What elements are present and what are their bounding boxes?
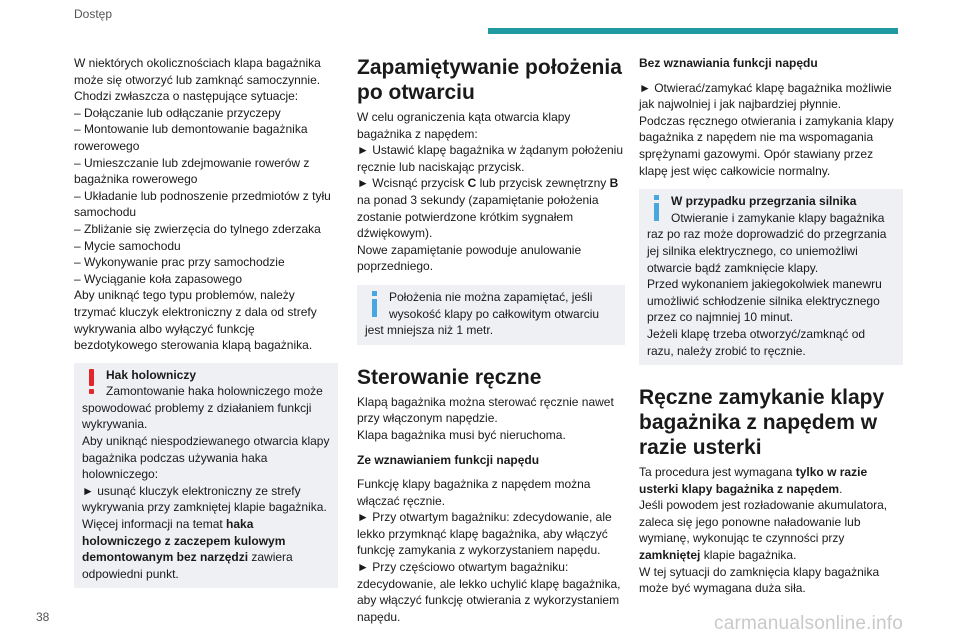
info-text: Jeżeli klapę trzeba otworzyć/zamknąć od razu, należy zrobić to ręcznie. xyxy=(647,326,866,358)
warning-title: Hak holowniczy xyxy=(106,367,197,382)
paragraph: ► Wcisnąć przycisk C lub przycisk zewnętrzny B na ponad 3 sekundy (zapamiętanie położenia zostanie potwierdzone krótkim sygnałem dźwiękowym). xyxy=(357,176,619,241)
warning-text: ► usunąć kluczyk elektroniczny ze strefy wykrywania przy zamkniętej klapie bagażnika. xyxy=(82,483,327,515)
column-middle xyxy=(357,55,625,625)
list-item: – Montowanie lub demontowanie bagażnika rowerowego xyxy=(74,122,308,153)
paragraph: Klapą bagażnika można sterować ręcznie nawet przy włączonym napędzie. xyxy=(357,394,614,426)
paragraph: Klapa bagażnika musi być nieruchoma. xyxy=(357,427,566,442)
paragraph: Ta procedura jest wymagana tylko w razie usterki klapy bagażnika z napędem. xyxy=(639,465,868,496)
info-text: Przed wykonaniem jakiegokolwiek manewru umożliwić schłodzenie silnika elektrycznego przez co najmniej 10 minut. xyxy=(647,277,882,325)
paragraph: Nowe zapamiętanie powoduje anulowanie poprzedniego. xyxy=(357,242,582,274)
warning-text: Więcej informacji na temat haka holowniczego z zaczepem kulowym demontowanym bez narzędzi zawiera odpowiedni punkt. xyxy=(82,517,293,581)
column-left xyxy=(74,55,338,596)
list-item: – Dołączanie lub odłączanie przyczepy xyxy=(74,105,281,120)
info-title: W przypadku przegrzania silnika xyxy=(671,194,857,209)
paragraph: ► Ustawić klapę bagażnika w żądanym położeniu ręcznie lub naciskając przycisk. xyxy=(357,143,624,174)
intro-paragraph: W niektórych okolicznościach klapa bagażnika może się otworzyć lub zamknąć samoczynnie. Chodzi zwłaszcza o następujące sytuacje: xyxy=(74,56,321,104)
warning-icon xyxy=(82,369,100,395)
watermark: carmanualsonline.info xyxy=(714,613,904,634)
list-item: – Wyciąganie koła zapasowego xyxy=(74,271,242,286)
info-box-memory xyxy=(357,285,625,345)
paragraph: Podczas ręcznego otwierania i zamykania klapy bagażnika z napędem nie ma wspomagania sprężynami gazowymi. Opór stawiany przez klapę jest więc całkowicie normalny. xyxy=(639,113,894,178)
paragraph: W tej sytuacji do zamknięcia klapy bagażnika może być wymagana duża siła. xyxy=(639,564,880,596)
warning-box-tow-hook xyxy=(74,363,338,589)
warning-text: Aby uniknąć niespodziewanego otwarcia klapy bagażnika podczas używania haka holowniczego: xyxy=(82,434,330,482)
column-right xyxy=(639,55,903,597)
info-icon xyxy=(365,291,383,317)
heading-emergency: Ręczne zamykanie klapy bagażnika z napędem w razie usterki xyxy=(639,386,885,460)
paragraph: Funkcję klapy bagażnika z napędem można włączać ręcznie. xyxy=(357,477,591,508)
list-item: – Wykonywanie prac przy samochodzie xyxy=(74,255,285,270)
paragraph: W celu ograniczenia kąta otwarcia klapy bagażnika z napędem: xyxy=(357,110,571,141)
header-accent-bar xyxy=(488,28,898,34)
paragraph: Jeśli powodem jest rozładowanie akumulatora, zaleca się jego ponowne naładowanie lub wymianę, wykonując te czynności przy zamkniętej klapie bagażnika. xyxy=(639,498,888,563)
outro-paragraph: Aby uniknąć tego typu problemów, należy trzymać kluczyk elektroniczny z dala od strefy wykrywania albo wyłączyć funkcję bezdotykowego sterowania klapą bagażnika. xyxy=(74,288,317,353)
page-number: 38 xyxy=(36,610,50,624)
heading-manual: Sterowanie ręczne xyxy=(357,365,542,389)
info-box-overheat xyxy=(639,189,903,365)
section-title: Dostęp xyxy=(74,7,113,21)
paragraph: ► Otwierać/zamykać klapę bagażnika możliwie jak najwolniej i jak najbardziej płynnie. xyxy=(639,80,892,112)
heading-memory: Zapamiętywanie położenia po otwarciu xyxy=(357,56,622,104)
list-item: – Umieszczanie lub zdejmowanie rowerów z bagażnika rowerowego xyxy=(74,155,310,187)
info-text: Otwieranie i zamykanie klapy bagażnika raz po raz może doprowadzić do przegrzania jej silnika elektrycznego, co uniemożliwi otwarcie bądź zamknięcie klapy. xyxy=(647,210,887,275)
list-item: – Mycie samochodu xyxy=(74,238,181,253)
list-item: – Układanie lub podnoszenie przedmiotów z tyłu samochodu xyxy=(74,188,331,220)
list-item: – Zbliżanie się zwierzęcia do tylnego zderzaka xyxy=(74,221,321,236)
info-text: Położenia nie można zapamiętać, jeśli wysokość klapy po całkowitym otwarciu jest mniejsza niż 1 metr. xyxy=(365,289,600,338)
info-icon xyxy=(647,195,665,221)
subheading-without-resume: Bez wznawiania funkcji napędu xyxy=(639,56,818,70)
paragraph: ► Przy częściowo otwartym bagażniku: zdecydowanie, ale lekko uchylić klapę bagażnika, aby włączyć funkcję otwierania z wykorzystaniem napędu. xyxy=(357,560,621,624)
paragraph: ► Przy otwartym bagażniku: zdecydowanie, ale lekko przymknąć klapę bagażnika, aby włączyć funkcję zamykania z wykorzystaniem napędu. xyxy=(357,510,612,558)
warning-text: Zamontowanie haka holowniczego może spowodować problemy z działaniem funkcji wykrywania. xyxy=(82,384,323,432)
subheading-with-resume: Ze wznawianiem funkcji napędu xyxy=(357,452,540,467)
